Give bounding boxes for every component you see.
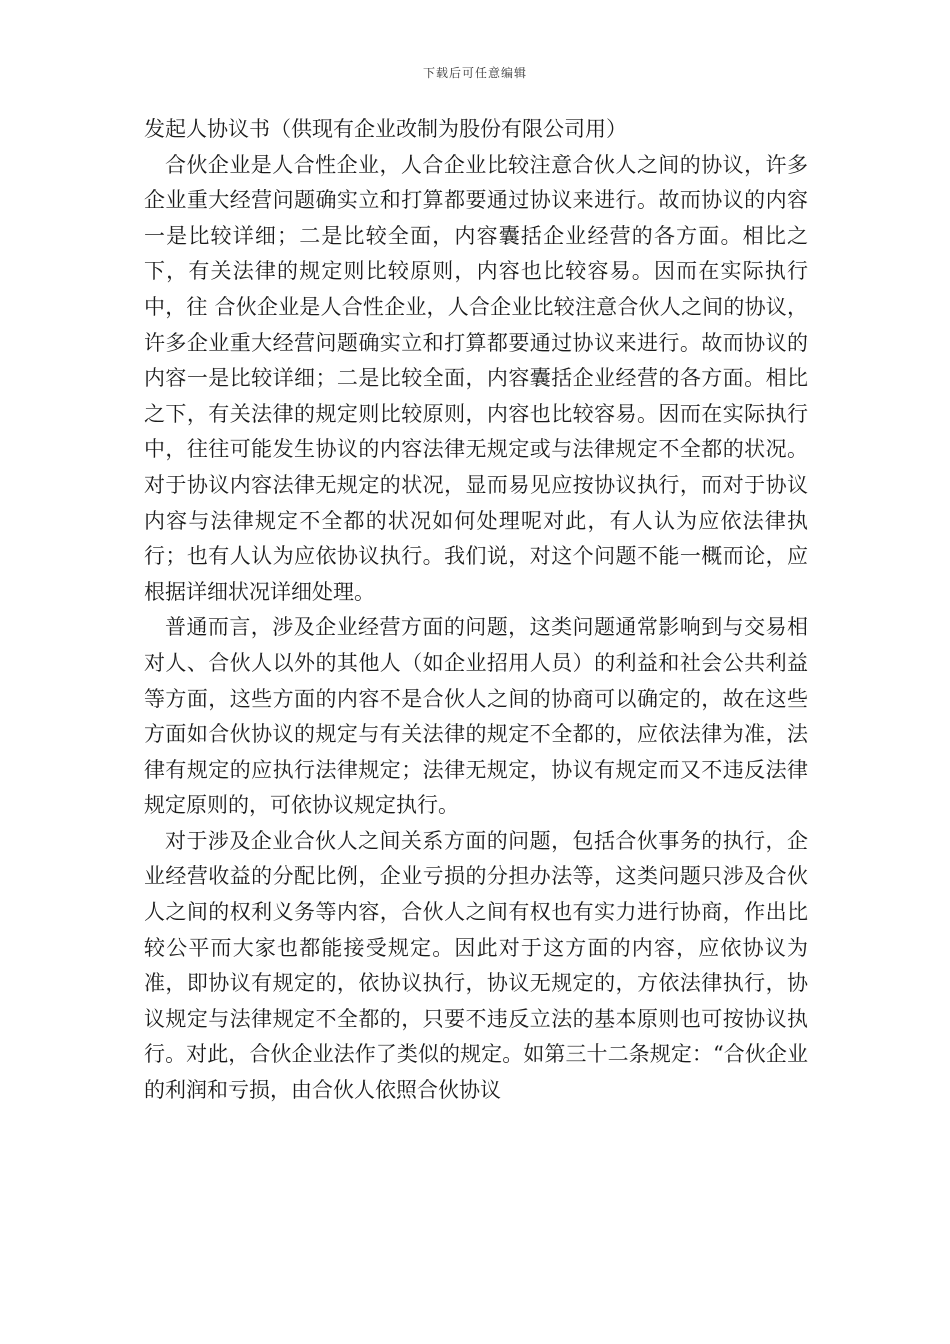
page-header: 下载后可任意编辑 [422, 66, 527, 80]
paragraph-2: 普通而言，涉及企业经营方面的问题，这类问题通常影响到与交易相对人、合伙人以外的其他人（如企业招用人员）的利益和社会公共利益等方面，这些方面的内容不是合伙人之间的协商可以确定的，故在这些方面如合伙协议的规定与有关法律的规定不全都的，应依法律为准，法律有规定的应执行法律规定；法律无规定，协议有规定而又不违反法律规定原则的，可依协议规定执行。 [144, 615, 808, 818]
paragraph-3: 对于涉及企业合伙人之间关系方面的问题，包括合伙事务的执行，企业经营收益的分配比例，企业亏损的分担办法等，这类问题只涉及合伙人之间的权利义务等内容，合伙人之间有权也有实力进行协商，作出比较公平而大家也都能接受规定。因此对于这方面的内容，应依协议为准，即协议有规定的，依协议执行，协议无规定的，方依法律执行，协议规定与法律规定不全都的，只要不违反立法的基本原则也可按协议执行。对此，合伙企业法作了类似的规定。如第三十二条规定：“合伙企业的利润和亏损，由合伙人依照合伙协议 [144, 828, 808, 1103]
paragraph-1: 合伙企业是人合性企业，人合企业比较注意合伙人之间的协议，许多企业重大经营问题确实立和打算都要通过协议来进行。故而协议的内容一是比较详细；二是比较全面，内容囊括企业经营的各方面。相比之下，有关法律的规定则比较原则，内容也比较容易。因而在实际执行中，往 合伙企业是人合性企业，人合企业比较注意合伙人之间的协议，许多企业重大经营问题确实立和打算都要通过协议来进行。故而协议的内容一是比较详细；二是比较全面，内容囊括企业经营的各方面。相比之下，有关法律的规定则比较原则，内容也比较容易。因而在实际执行中，往往可能发生协议的内容法律无规定或与法律规定不全都的状况。对于协议内容法律无规定的状况，显而易见应按协议执行，而对于协议内容与法律规定不全都的状况如何处理呢对此，有人认为应依法律执行；也有人认为应依协议执行。我们说，对这个问题不能一概而论，应根据详细状况详细处理。 [144, 152, 808, 604]
document-title: 发起人协议书（供现有企业改制为股份有限公司用） [144, 117, 627, 141]
document-body [144, 112, 808, 1109]
